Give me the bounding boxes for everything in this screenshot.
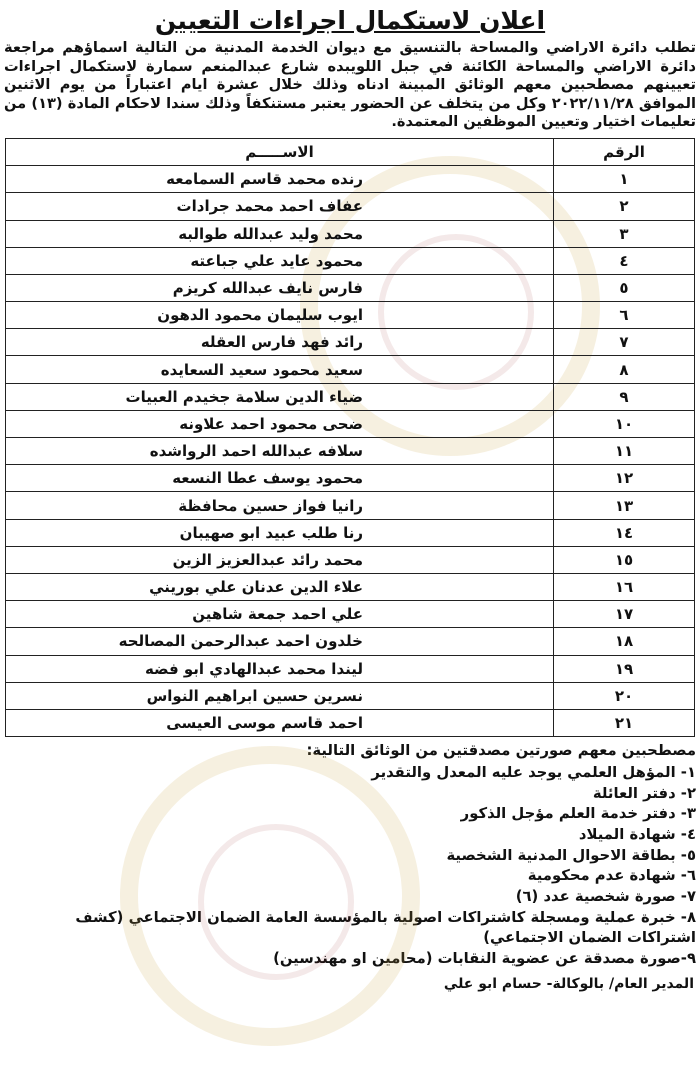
announcement-intro: تطلب دائرة الاراضي والمساحة بالتنسيق مع ديوان الخدمة المدنية من التالية اسماؤهم مراجعة دائرة الاراضي والمساحة الكائنة في جبل اللويبده شارع عبدالمنعم سمارة لاستكمال اجراءات تعيينهم مصطحبين معهم الوثائق المبينة ادناه وذلك خلال عشرة ايام اعتباراً من يوم الاثنين الموافق ٢٠٢٢/١١/٢٨ وكل من يتخلف عن الحضور يعتبر مستنكفاً وذلك سندا لاحكام المادة (١٣) من تعليمات اختيار وتعيين الموظفين المعتمدة.: [4, 39, 697, 131]
row-number: ١٥: [554, 546, 695, 573]
table-row: [6, 628, 695, 655]
table-row: [6, 709, 695, 736]
candidate-name: رنا طلب عبيد ابو صهيبان: [6, 519, 554, 546]
candidate-name: محمود عايد علي جباعته: [6, 247, 554, 274]
candidate-name: محمود يوسف عطا النسعه: [6, 465, 554, 492]
table-row: [6, 329, 695, 356]
row-number: ١٣: [554, 492, 695, 519]
candidate-name: سلافه عبدالله احمد الرواشده: [6, 438, 554, 465]
candidate-name: رانيا فواز حسين محافظة: [6, 492, 554, 519]
required-documents: [4, 741, 696, 970]
table-row: [6, 438, 695, 465]
signature: المدير العام/ بالوكالة- حسام ابو علي: [443, 975, 694, 992]
row-number: ٥: [554, 274, 695, 301]
row-number: ١٩: [554, 655, 695, 682]
table-row: [6, 410, 695, 437]
candidate-name: رنده محمد قاسم السمامعه: [6, 166, 554, 193]
table-row: [6, 601, 695, 628]
candidate-name: سعيد محمود سعيد السعايده: [6, 356, 554, 383]
row-number: ١٨: [554, 628, 695, 655]
column-header-number: الرقم: [554, 138, 695, 165]
table-row: [6, 546, 695, 573]
row-number: ٩: [554, 383, 695, 410]
table-row: [6, 682, 695, 709]
row-number: ١٠: [554, 410, 695, 437]
table-row: [6, 383, 695, 410]
column-header-name: الاســـــم: [6, 138, 554, 165]
row-number: ٤: [554, 247, 695, 274]
documents-heading: مصطحبين معهم صورتين مصدقتين من الوثائق التالية:: [306, 742, 696, 760]
document-item: ٩-صورة مصدقة عن عضوية النقابات (محامين او مهندسين): [273, 950, 696, 968]
candidate-name: ضحى محمود احمد علاونه: [6, 410, 554, 437]
table-row: [6, 465, 695, 492]
table-row: [6, 356, 695, 383]
candidate-name: علاء الدين عدنان علي بوريني: [6, 573, 554, 600]
document-item: ٢- دفتر العائلة: [592, 784, 696, 802]
table-row: [6, 166, 695, 193]
document-item: ٨- خبرة عملية ومسجلة كاشتراكات اصولية بالمؤسسة العامة الضمان الاجتماعي (كشف اشتراكات الضمان الاجتماعي): [75, 908, 696, 947]
candidate-name: محمد وليد عبدالله طوالبه: [6, 220, 554, 247]
row-number: ٨: [554, 356, 695, 383]
table-row: [6, 193, 695, 220]
candidate-name: خلدون احمد عبدالرحمن المصالحه: [6, 628, 554, 655]
document-item: ١- المؤهل العلمي يوجد عليه المعدل والتقدير: [371, 763, 696, 781]
document-item: ٦- شهادة عدم محكومية: [527, 867, 696, 885]
row-number: ١٤: [554, 519, 695, 546]
candidate-name: ضياء الدين سلامة جخيدم العبيات: [6, 383, 554, 410]
document-item: ٥- بطاقة الاحوال المدنية الشخصية: [446, 846, 696, 864]
document-item: ٧- صورة شخصية عدد (٦): [515, 888, 696, 906]
row-number: ١: [554, 166, 695, 193]
candidate-name: محمد رائد عبدالعزيز الزين: [6, 546, 554, 573]
row-number: ١١: [554, 438, 695, 465]
documents-list: [4, 763, 696, 970]
row-number: ١٦: [554, 573, 695, 600]
candidate-name: نسرين حسين ابراهيم النواس: [6, 682, 554, 709]
row-number: ٢٠: [554, 682, 695, 709]
table-row: [6, 302, 695, 329]
row-number: ١٧: [554, 601, 695, 628]
candidate-name: احمد قاسم موسى العيسى: [6, 709, 554, 736]
candidate-name: ليندا محمد عبدالهادي ابو فضه: [6, 655, 554, 682]
candidate-name: رائد فهد فارس العقله: [6, 329, 554, 356]
document-item: ٣- دفتر خدمة العلم مؤجل الذكور: [460, 805, 696, 823]
row-number: ٣: [554, 220, 695, 247]
announcement-title: اعلان لاستكمال اجراءات التعيين: [154, 6, 546, 35]
table-row: [6, 492, 695, 519]
row-number: ٢: [554, 193, 695, 220]
row-number: ٦: [554, 302, 695, 329]
table-row: [6, 247, 695, 274]
candidate-name: عفاف احمد محمد جرادات: [6, 193, 554, 220]
row-number: ٧: [554, 329, 695, 356]
table-row: [6, 274, 695, 301]
candidate-name: فارس نايف عبدالله كريزم: [6, 274, 554, 301]
candidate-name: ايوب سليمان محمود الدهون: [6, 302, 554, 329]
row-number: ١٢: [554, 465, 695, 492]
row-number: ٢١: [554, 709, 695, 736]
document-item: ٤- شهادة الميلاد: [578, 825, 696, 843]
candidates-table: [5, 138, 695, 737]
table-row: [6, 573, 695, 600]
table-header-row: [6, 138, 695, 165]
table-row: [6, 655, 695, 682]
table-row: [6, 220, 695, 247]
candidate-name: علي احمد جمعة شاهين: [6, 601, 554, 628]
table-row: [6, 519, 695, 546]
